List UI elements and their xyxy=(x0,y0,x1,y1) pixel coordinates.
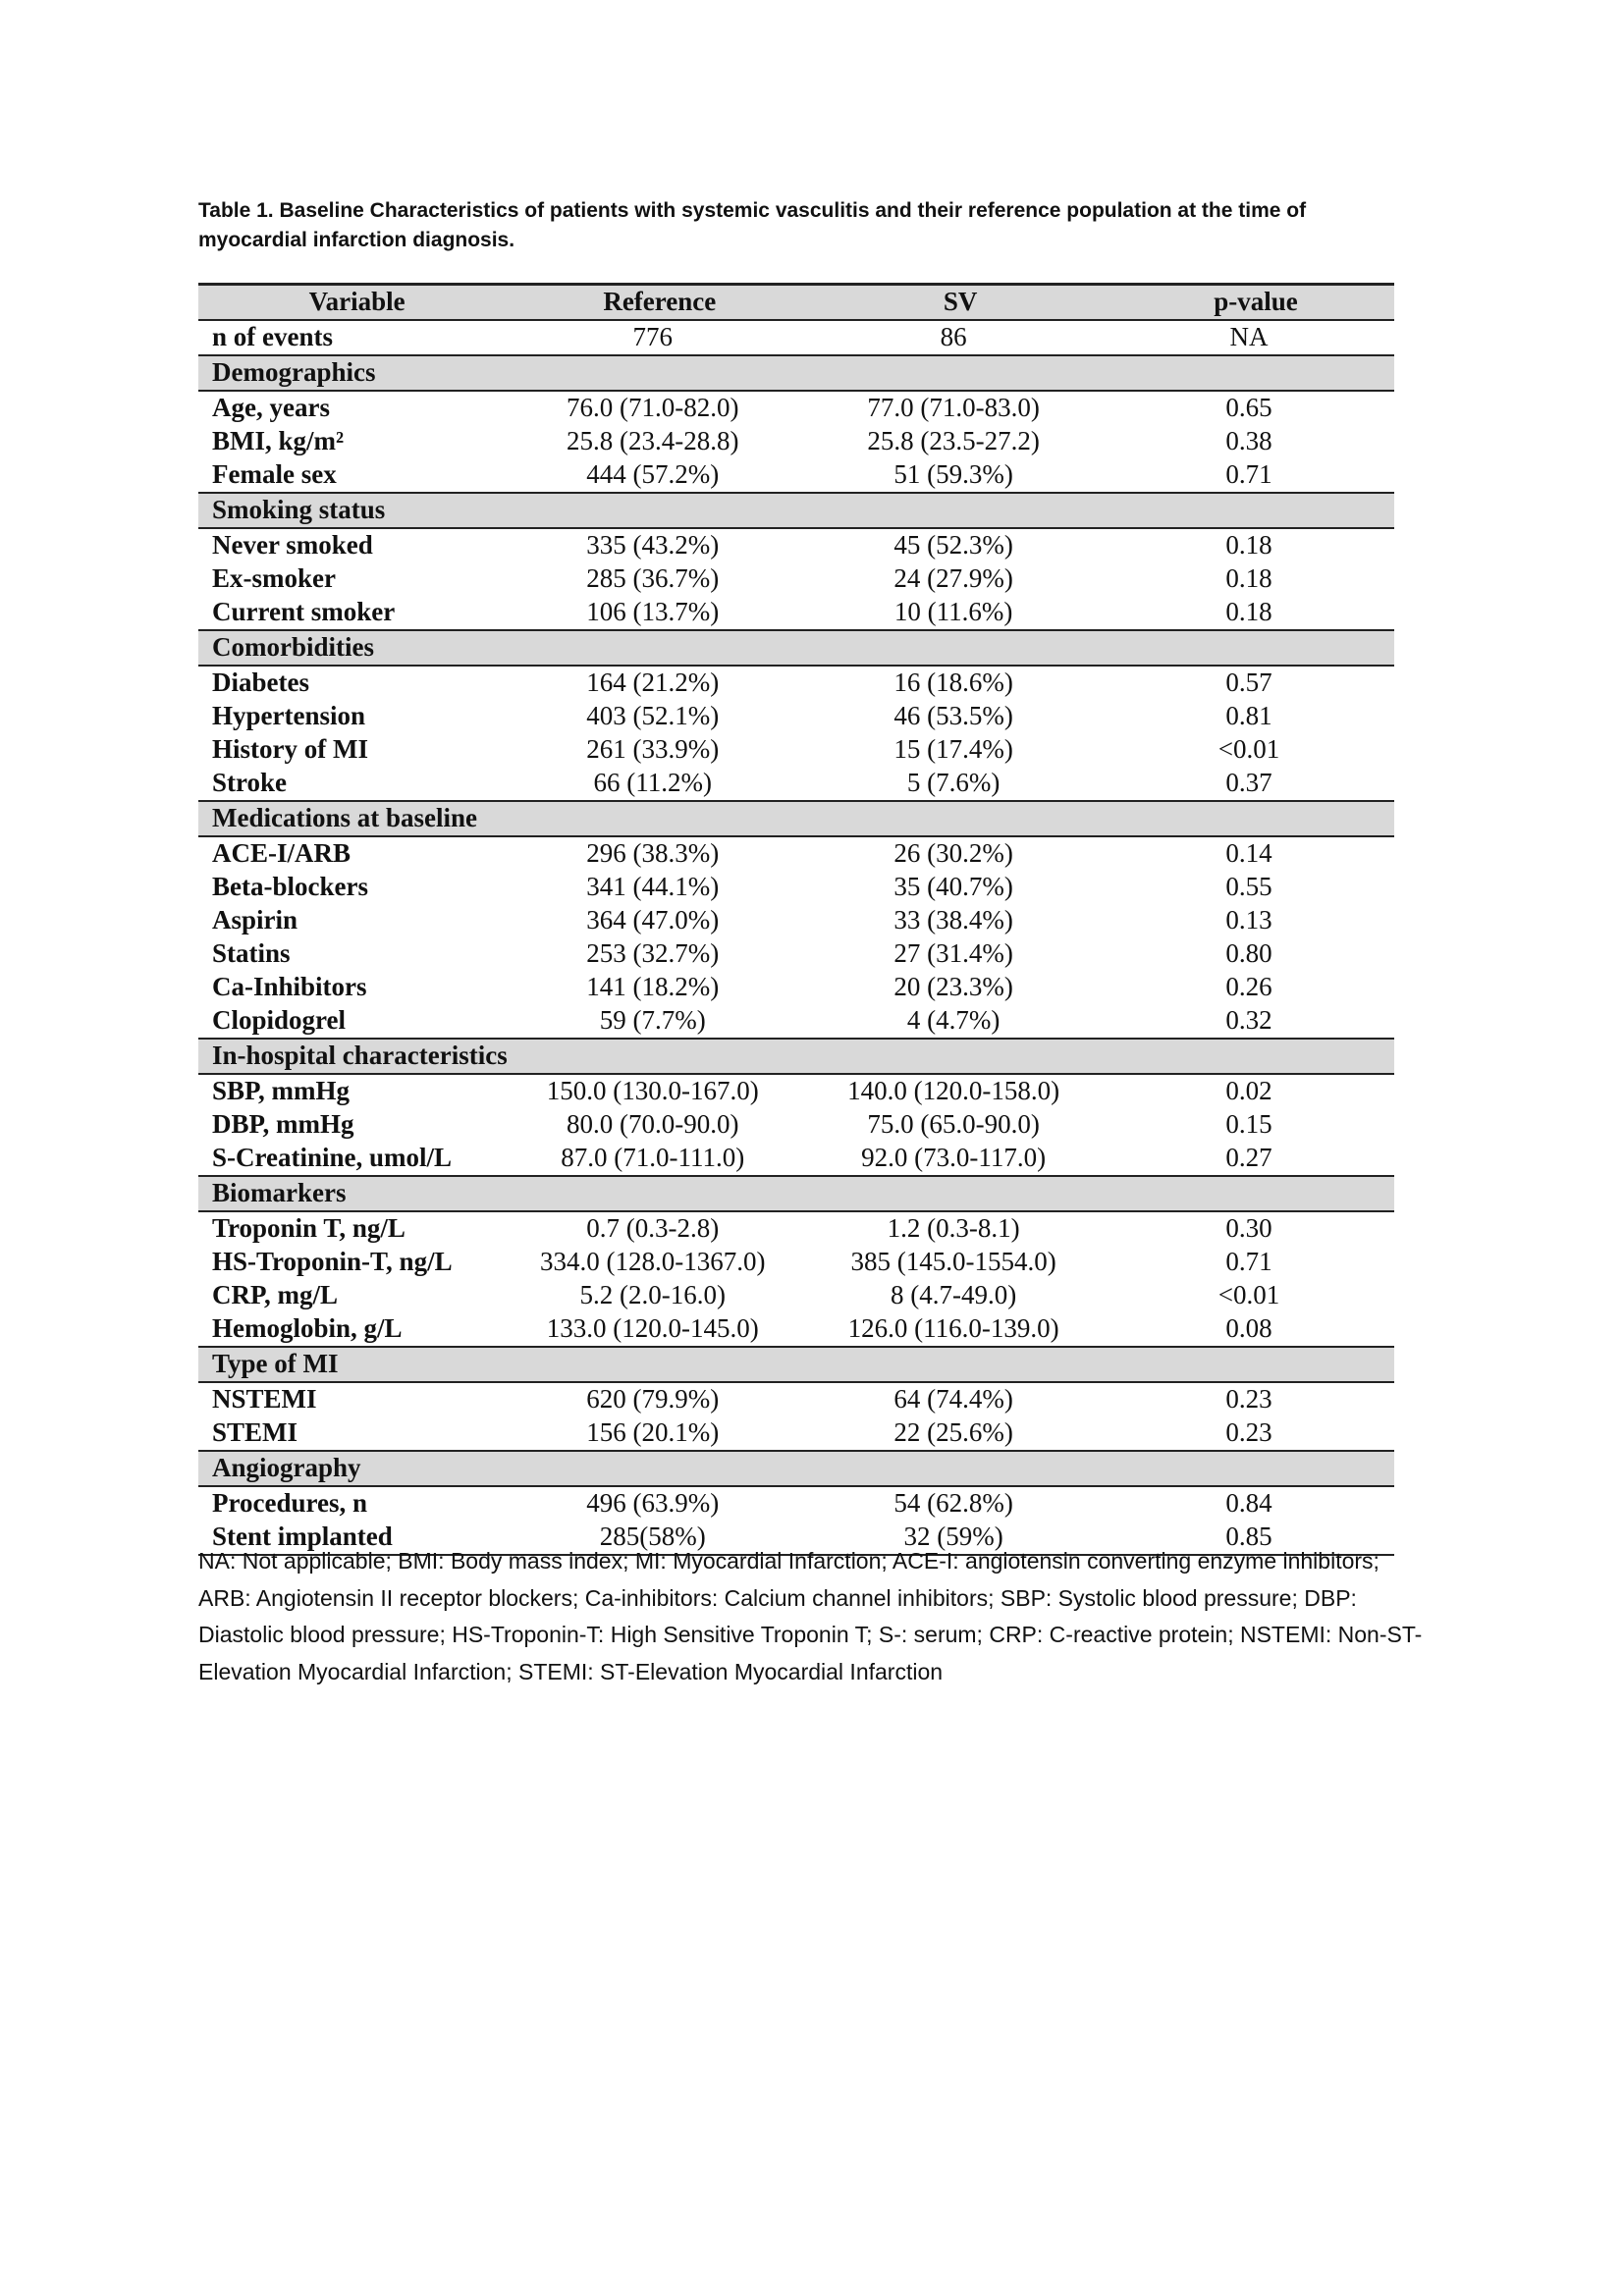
header-variable: Variable xyxy=(198,285,502,321)
cell-reference: 341 (44.1%) xyxy=(586,872,720,902)
table-row xyxy=(198,1416,1394,1451)
cell-p-value: 0.08 xyxy=(1225,1313,1272,1344)
table-row xyxy=(198,904,1394,937)
cell-reference: 87.0 (71.0-111.0) xyxy=(561,1143,745,1173)
table-row xyxy=(198,666,1394,700)
cell-p-value: 0.30 xyxy=(1225,1213,1272,1244)
cell-reference: 66 (11.2%) xyxy=(593,768,713,798)
table-row xyxy=(198,1312,1394,1347)
cell-reference: 133.0 (120.0-145.0) xyxy=(546,1313,759,1344)
cell-p-value: 0.18 xyxy=(1225,530,1272,561)
cell-p-value: 0.37 xyxy=(1225,768,1272,798)
cell-reference: 59 (7.7%) xyxy=(599,1005,706,1036)
cell-p-value: 0.14 xyxy=(1225,838,1272,869)
section-row xyxy=(198,1176,1394,1211)
cell-sv: 25.8 (23.5-27.2) xyxy=(867,426,1040,456)
table-footnote: NA: Not applicable; BMI: Body mass index; MI: Myocardial Infarction; ACE-I: angiotensin converting enzyme inhibitors; ARB: Angiotensin II receptor blockers; Ca-inhibitors: Calcium channel inhibitors; SBP: Systolic blood pressure; DBP: Diastolic blood pressure; HS-Troponin-T: High Sensitive Troponin T; S-: serum; CRP: C-reactive protein; NSTEMI: Non-ST-Elevation Myocardial Infarction; STEMI: ST-Elevation Myocardial Infarction xyxy=(198,1548,1423,1684)
cell-variable: CRP, mg/L xyxy=(212,1280,339,1310)
cell-sv: 26 (30.2%) xyxy=(893,838,1013,869)
cell-variable: Stroke xyxy=(212,768,288,798)
cell-p-value: 0.27 xyxy=(1225,1143,1272,1173)
section-title: Comorbidities xyxy=(198,630,1394,666)
cell-sv: 8 (4.7-49.0) xyxy=(891,1280,1017,1310)
table-row xyxy=(198,1382,1394,1416)
cell-reference: 80.0 (70.0-90.0) xyxy=(567,1109,739,1140)
table-row xyxy=(198,596,1394,630)
cell-reference: 444 (57.2%) xyxy=(586,459,720,490)
cell-variable: Aspirin xyxy=(212,905,298,935)
cell-reference: 364 (47.0%) xyxy=(586,905,720,935)
table-row xyxy=(198,971,1394,1004)
cell-variable: Hypertension xyxy=(212,701,366,731)
cell-reference: 285(58%) xyxy=(502,1521,803,1555)
cell-variable: Hemoglobin, g/L xyxy=(212,1313,403,1344)
cell-sv: 35 (40.7%) xyxy=(893,872,1013,902)
cell-p-value: 0.57 xyxy=(1225,667,1272,698)
section-row xyxy=(198,493,1394,528)
cell-variable: ACE-I/ARB xyxy=(212,838,352,869)
cell-variable: Stent implanted xyxy=(198,1521,502,1555)
cell-sv: 1.2 (0.3-8.1) xyxy=(887,1213,1020,1244)
events-sv: 86 xyxy=(803,320,1104,355)
cell-p-value: 0.23 xyxy=(1225,1417,1272,1448)
section-row xyxy=(198,630,1394,666)
table-row xyxy=(198,1246,1394,1279)
section-row xyxy=(198,1347,1394,1382)
cell-reference: 296 (38.3%) xyxy=(586,838,720,869)
section-title: Biomarkers xyxy=(198,1176,1394,1211)
cell-sv: 4 (4.7%) xyxy=(906,1005,1001,1036)
events-label: n of events xyxy=(198,320,502,355)
cell-p-value: 0.23 xyxy=(1225,1384,1272,1415)
cell-p-value: 0.71 xyxy=(1225,1247,1272,1277)
cell-sv: 140.0 (120.0-158.0) xyxy=(847,1076,1060,1106)
table-row xyxy=(198,1004,1394,1039)
cell-variable: Ca-Inhibitors xyxy=(212,972,367,1002)
cell-p-value: 0.13 xyxy=(1225,905,1272,935)
table-row xyxy=(198,1142,1394,1176)
cell-variable: STEMI xyxy=(212,1417,298,1448)
table-row xyxy=(198,1486,1394,1521)
cell-reference: 496 (63.9%) xyxy=(586,1488,720,1519)
cell-reference: 253 (32.7%) xyxy=(586,938,720,969)
header-sv: SV xyxy=(803,285,1104,321)
cell-variable: Beta-blockers xyxy=(212,872,368,902)
table-row xyxy=(198,700,1394,733)
section-title: Medications at baseline xyxy=(198,801,1394,836)
cell-reference: 285 (36.7%) xyxy=(586,563,720,594)
cell-p-value: 0.18 xyxy=(1225,597,1272,627)
cell-reference: 164 (21.2%) xyxy=(586,667,720,698)
cell-p-value: <0.01 xyxy=(1217,734,1280,765)
table-row xyxy=(198,391,1394,425)
cell-variable: Statins xyxy=(212,938,291,969)
cell-p-value: 0.15 xyxy=(1225,1109,1272,1140)
cell-sv: 33 (38.4%) xyxy=(893,905,1013,935)
cell-variable: History of MI xyxy=(212,734,368,765)
table-row xyxy=(198,767,1394,801)
cell-reference: 150.0 (130.0-167.0) xyxy=(546,1076,759,1106)
cell-p-value: 0.38 xyxy=(1225,426,1272,456)
cell-variable: Troponin T, ng/L xyxy=(212,1213,406,1244)
cell-p-value: 0.81 xyxy=(1225,701,1272,731)
table-row xyxy=(198,1074,1394,1108)
cell-sv: 15 (17.4%) xyxy=(893,734,1013,765)
cell-reference: 76.0 (71.0-82.0) xyxy=(567,393,739,423)
cell-variable: Clopidogrel xyxy=(212,1005,347,1036)
cell-sv: 385 (145.0-1554.0) xyxy=(850,1247,1056,1277)
cell-p-value: 0.80 xyxy=(1225,938,1272,969)
cell-variable: Never smoked xyxy=(212,530,373,561)
cell-variable: DBP, mmHg xyxy=(212,1109,354,1140)
cell-p-value: 0.18 xyxy=(1225,563,1272,594)
header-p-value: p-value xyxy=(1104,285,1394,321)
cell-sv: 45 (52.3%) xyxy=(893,530,1013,561)
section-row xyxy=(198,1451,1394,1486)
baseline-table-container xyxy=(198,283,1394,1556)
cell-sv: 51 (59.3%) xyxy=(893,459,1013,490)
cell-reference: 335 (43.2%) xyxy=(586,530,720,561)
table-row xyxy=(198,1108,1394,1142)
cell-p-value: 0.71 xyxy=(1225,459,1272,490)
cell-variable: S-Creatinine, umol/L xyxy=(212,1143,453,1173)
cell-reference: 106 (13.7%) xyxy=(586,597,720,627)
cell-p-value: 0.84 xyxy=(1225,1488,1272,1519)
section-row xyxy=(198,801,1394,836)
table-caption: Table 1. Baseline Characteristics of patients with systemic vasculitis and their reference population at the time of myocardial infarction diagnosis. xyxy=(198,199,1307,251)
cell-p-value: 0.55 xyxy=(1225,872,1272,902)
cell-variable: BMI, kg/m² xyxy=(212,426,345,456)
section-row xyxy=(198,355,1394,391)
cell-reference: 620 (79.9%) xyxy=(586,1384,720,1415)
cell-sv: 54 (62.8%) xyxy=(893,1488,1013,1519)
cell-reference: 25.8 (23.4-28.8) xyxy=(567,426,739,456)
cell-sv: 5 (7.6%) xyxy=(906,768,1001,798)
cell-sv: 46 (53.5%) xyxy=(893,701,1013,731)
table-row xyxy=(198,733,1394,767)
section-row xyxy=(198,1039,1394,1074)
table-row xyxy=(198,562,1394,596)
cell-sv: 16 (18.6%) xyxy=(893,667,1013,698)
cell-variable: SBP, mmHg xyxy=(212,1076,351,1106)
cell-variable: Diabetes xyxy=(212,667,309,698)
events-p-value: NA xyxy=(1104,320,1394,355)
cell-p-value: 0.02 xyxy=(1225,1076,1272,1106)
cell-p-value: 0.26 xyxy=(1225,972,1272,1002)
cell-variable: NSTEMI xyxy=(212,1384,317,1415)
section-title: Angiography xyxy=(198,1451,1394,1486)
cell-sv: 22 (25.6%) xyxy=(893,1417,1013,1448)
cell-variable: Ex-smoker xyxy=(212,563,336,594)
table-row xyxy=(198,1211,1394,1246)
cell-reference: 261 (33.9%) xyxy=(586,734,720,765)
cell-sv: 126.0 (116.0-139.0) xyxy=(847,1313,1059,1344)
events-row xyxy=(198,320,1394,355)
header-reference: Reference xyxy=(502,285,803,321)
cell-sv: 10 (11.6%) xyxy=(893,597,1013,627)
table-row xyxy=(198,528,1394,562)
table-row xyxy=(198,871,1394,904)
table-row xyxy=(198,836,1394,871)
cell-p-value: <0.01 xyxy=(1217,1280,1280,1310)
events-reference: 776 xyxy=(502,320,803,355)
cell-sv: 20 (23.3%) xyxy=(893,972,1013,1002)
section-title: Demographics xyxy=(198,355,1394,391)
table-body xyxy=(198,320,1394,1555)
section-title: In-hospital characteristics xyxy=(198,1039,1394,1074)
section-title: Type of MI xyxy=(198,1347,1394,1382)
section-title: Smoking status xyxy=(198,493,1394,528)
cell-sv: 27 (31.4%) xyxy=(893,938,1013,969)
cell-reference: 334.0 (128.0-1367.0) xyxy=(540,1247,766,1277)
cell-sv: 75.0 (65.0-90.0) xyxy=(867,1109,1040,1140)
cell-sv: 24 (27.9%) xyxy=(893,563,1013,594)
table-row xyxy=(198,937,1394,971)
cell-reference: 5.2 (2.0-16.0) xyxy=(579,1280,727,1310)
cell-sv: 64 (74.4%) xyxy=(893,1384,1013,1415)
cell-sv: 92.0 (73.0-117.0) xyxy=(861,1143,1047,1173)
table-row xyxy=(198,458,1394,493)
cell-reference: 0.7 (0.3-2.8) xyxy=(586,1213,720,1244)
cell-variable: Age, years xyxy=(212,393,330,423)
cell-sv: 77.0 (71.0-83.0) xyxy=(867,393,1040,423)
cell-variable: Procedures, n xyxy=(212,1488,367,1519)
baseline-characteristics-table xyxy=(198,283,1394,1556)
cell-sv: 32 (59%) xyxy=(803,1521,1104,1555)
cell-variable: HS-Troponin-T, ng/L xyxy=(212,1247,453,1277)
cell-variable: Female sex xyxy=(212,459,337,490)
cell-variable: Current smoker xyxy=(212,597,396,627)
cell-reference: 141 (18.2%) xyxy=(586,972,720,1002)
cell-reference: 403 (52.1%) xyxy=(586,701,720,731)
cell-p-value: 0.65 xyxy=(1225,393,1272,423)
cell-reference: 156 (20.1%) xyxy=(586,1417,720,1448)
table-row xyxy=(198,425,1394,458)
table-row xyxy=(198,1279,1394,1312)
table-header-row xyxy=(198,285,1394,321)
cell-p-value: 0.85 xyxy=(1104,1521,1394,1555)
cell-p-value: 0.32 xyxy=(1225,1005,1272,1036)
